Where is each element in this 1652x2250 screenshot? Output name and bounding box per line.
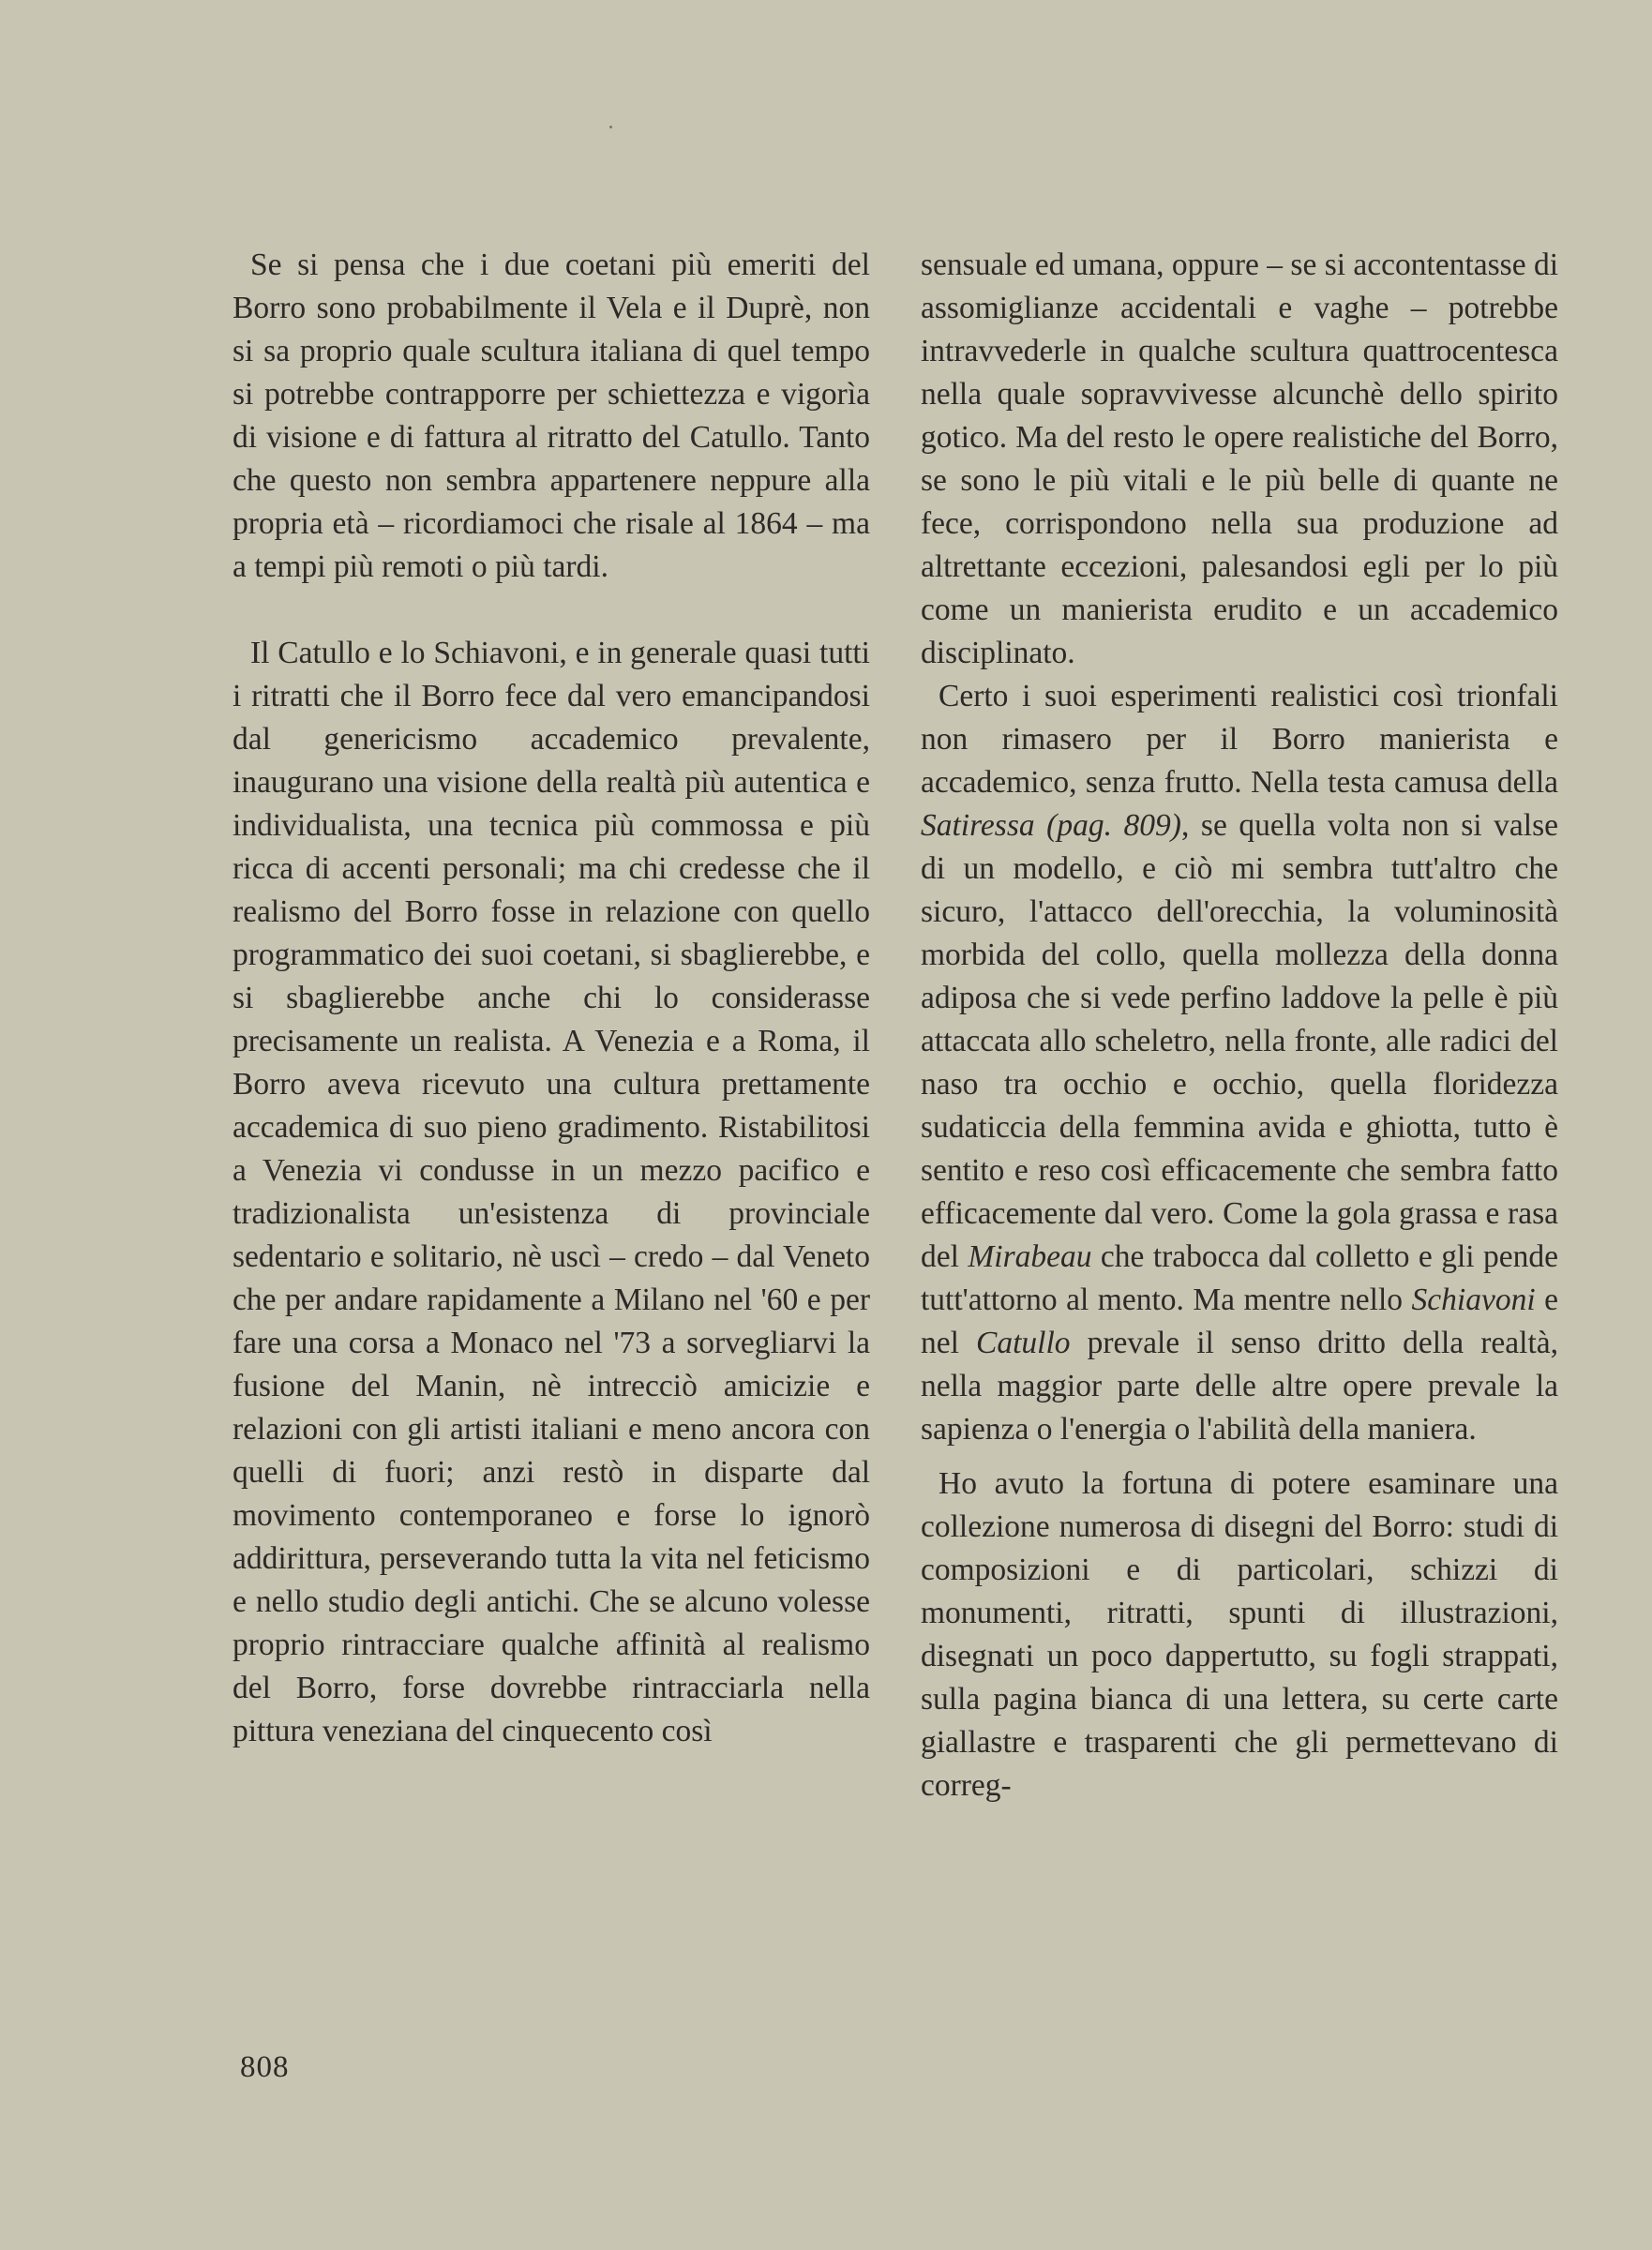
print-speck [609, 126, 612, 128]
artwork-title: Catullo [976, 1326, 1071, 1360]
paragraph [921, 675, 1558, 1451]
left-text-column [233, 244, 870, 1753]
text-run: , se quella volta non si valse di un modello, e ciò mi sembra tutt'altro che sicuro, l'attacco dell'orecchia, la voluminosità morbida del collo, quella mollezza della donna adiposa che si vede perfino laddove la pelle è più attaccata allo scheletro, nella fronte, alle radici del naso tra occhio e occhio, quella floridezza sudaticcia della femmina avida e ghiotta, tutto è sentito e reso così efficacemente che sembra fatto efficacemente dal vero. Come la gola grassa e rasa del [921, 808, 1558, 1274]
artwork-title: Mirabeau [968, 1239, 1092, 1274]
paragraph: Il Catullo e lo Schiavoni, e in generale quasi tutti i ritratti che il Borro fece dal vero emancipandosi dal genericismo accademico prevalente, inaugurano una visione della realtà più autentica e individualista, una tecnica più commossa e più ricca di accenti personali; ma chi credesse che il realismo del Borro fosse in relazione con quello programmatico dei suoi coetani, si sbaglierebbe, e si sbaglierebbe anche chi lo considerasse precisamente un realista. A Venezia e a Roma, il Borro aveva ricevuto una cultura prettamente accademica di suo pieno gradimento. Ristabilitosi a Venezia vi condusse in un mezzo pacifico e tradizionalista un'esistenza di provinciale sedentario e solitario, nè uscì – credo – dal Veneto che per andare rapidamente a Milano nel '60 e per fare una corsa a Monaco nel '73 a sorvegliarvi la fusione del Manin, nè intrecciò amicizie e relazioni con gli artisti italiani e meno ancora con quelli di fuori; anzi restò in disparte dal movimento contemporaneo e forse lo ignorò addirittura, perseverando tutta la vita nel feticismo e nello studio degli antichi. Che se alcuno volesse proprio rintracciare qualche affinità al realismo del Borro, forse dovrebbe rintracciarla nella pittura veneziana del cinquecento così [233, 636, 870, 1748]
text-run: Certo i suoi esperimenti realistici così trionfali non rimasero per il Borro manierista e accademico, senza frutto. Nella testa camusa della [921, 679, 1558, 800]
paragraph: Ho avuto la fortuna di potere esaminare una collezione numerosa di disegni del Borro: studi di composizioni e di particolari, schizzi di monumenti, ritratti, spunti di illustrazioni, disegnati un poco dappertutto, su fogli strappati, sulla pagina bianca di una lettera, su certe carte giallastre e trasparenti che gli permettevano di correg- [921, 1466, 1558, 1803]
paragraph: Se si pensa che i due coetani più emeriti del Borro sono probabilmente il Vela e il Duprè, non si sa proprio quale scultura italiana di quel tempo si potrebbe contrapporre per schiettezza e vigorìa di visione e di fattura al ritratto del Catullo. Tanto che questo non sembra appartenere neppure alla propria età – ricordiamoci che risale al 1864 – ma a tempi più remoti o più tardi. [233, 248, 870, 584]
text-run: e nel [921, 1282, 1559, 1360]
artwork-title: Schiavoni [1411, 1282, 1536, 1317]
page-number: 808 [240, 2050, 290, 2084]
right-text-column [921, 244, 1558, 1808]
artwork-title: Satiressa (pag. 809) [921, 808, 1181, 843]
text-run: prevale il senso dritto della realtà, nella maggior parte delle altre opere prevale la sapienza o l'energia o l'abilità della maniera. [921, 1326, 1558, 1447]
text-run: che trabocca dal colletto e gli pende tutt'attorno al mento. Ma mentre nello [921, 1239, 1558, 1317]
paragraph: sensuale ed umana, oppure – se si accontentasse di assomiglianze accidentali e vaghe – potrebbe intravvederle in qualche scultura quattrocentesca nella quale sopravvivesse alcunchè dello spirito gotico. Ma del resto le opere realistiche del Borro, se sono le più vitali e le più belle di quante ne fece, corrispondono nella sua produzione ad altrettante eccezioni, palesandosi egli per lo più come un manierista erudito e un accademico disciplinato. [921, 248, 1559, 670]
